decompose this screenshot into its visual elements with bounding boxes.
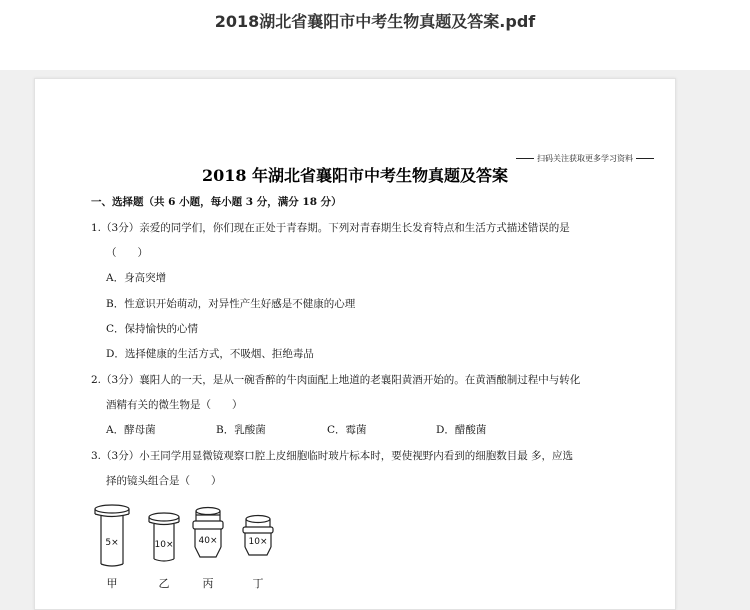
lens-bing-label: 丙 (202, 577, 214, 590)
question-2-line-2: 酒精有关的微生物是（ ） (106, 399, 243, 411)
lens-bing-icon (193, 508, 223, 558)
lens-jia-mag: 5× (105, 538, 119, 548)
viewer-header (0, 0, 750, 70)
watermark-rule-left (516, 158, 534, 159)
question-3-line-1: 3.（3分）小王同学用显微镜观察口腔上皮细胞临时玻片标本时，要使视野内看到的细胞数目最 多，应选 (91, 450, 574, 462)
question-1-option-d: D．选择健康的生活方式，不吸烟、拒绝毒品 (106, 348, 314, 360)
question-1-option-b: B．性意识开始萌动，对异性产生好感是不健康的心理 (106, 298, 356, 310)
question-2-option-d: D．醋酸菌 (436, 424, 487, 436)
question-2-option-b: B．乳酸菌 (216, 424, 266, 436)
file-title: 2018湖北省襄阳市中考生物真题及答案.pdf (214, 12, 536, 31)
lens-ding-icon (243, 516, 273, 556)
watermark-text: 扫码关注获取更多学习资料 (537, 154, 633, 163)
lens-jia-label: 甲 (106, 577, 118, 590)
lens-bing-mag: 40× (198, 536, 218, 546)
lens-ding-mag: 10× (248, 537, 268, 547)
lens-ding-label: 丁 (252, 577, 264, 590)
question-2-option-a: A．酵母菌 (106, 424, 156, 436)
question-1-line-1: 1.（3分）亲爱的同学们，你们现在正处于青春期。下列对青春期生长发育特点和生活方式描述错误的是 (91, 222, 570, 234)
question-1-line-2: （ ） (106, 247, 148, 259)
pdf-page (34, 78, 676, 610)
section-heading: 一、选择题（共 6 小题，每小题 3 分，满分 18 分） (91, 196, 342, 208)
document-title: 2018 年湖北省襄阳市中考生物真题及答案 (201, 166, 509, 185)
question-2-option-c: C．霉菌 (327, 424, 367, 436)
lens-yi-mag: 10× (154, 540, 174, 550)
lens-jia-icon (95, 505, 129, 566)
question-1-option-a: A．身高突增 (106, 272, 167, 284)
question-2-line-1: 2.（3分）襄阳人的一天，是从一碗香醉的牛肉面配上地道的老襄阳黄酒开始的。在黄酒酿制过程中与转化 (91, 374, 581, 386)
lens-yi-label: 乙 (158, 577, 170, 590)
lens-yi-icon (149, 513, 179, 561)
watermark-rule-right (636, 158, 654, 159)
question-3-line-2: 择的镜头组合是（ ） (106, 475, 222, 487)
lens-figure (90, 499, 290, 594)
question-1-option-c: C．保持愉快的心情 (106, 323, 199, 335)
